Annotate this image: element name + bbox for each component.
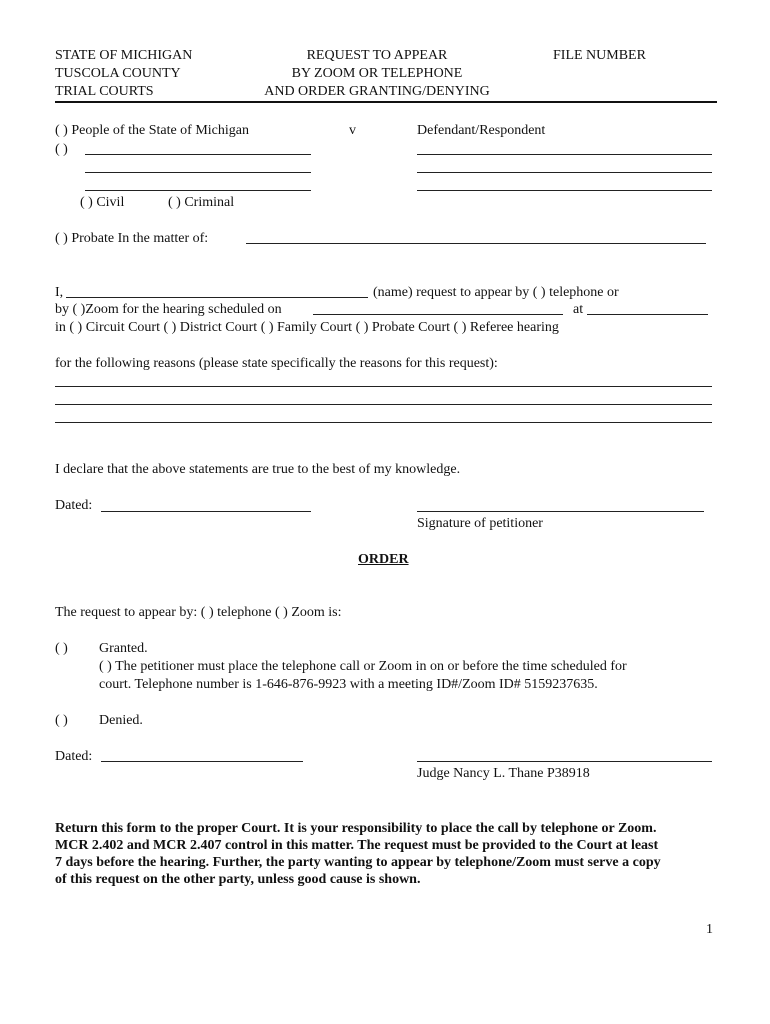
order-dated-label: Dated:	[55, 749, 93, 764]
reasons-label: for the following reasons (please state specifically the reasons for this request):	[55, 356, 498, 371]
plaintiff-name-line-1[interactable]	[85, 154, 311, 155]
request-line-start: I,	[55, 285, 64, 300]
criminal-checkbox[interactable]: ( ) Criminal	[168, 195, 235, 210]
form-title-line-3: AND ORDER GRANTING/DENYING	[264, 84, 490, 99]
order-request-line[interactable]: The request to appear by: ( ) telephone ( ) Zoom is:	[55, 605, 342, 620]
dated-label: Dated:	[55, 498, 93, 513]
court-label: TRIAL COURTS	[55, 84, 154, 99]
denied-checkbox[interactable]: ( )	[55, 713, 68, 728]
petition-date-line[interactable]	[101, 511, 311, 512]
reason-line-1[interactable]	[55, 386, 712, 387]
reason-line-3[interactable]	[55, 422, 712, 423]
granted-detail-line-2: court. Telephone number is 1-646-876-9923 with a meeting ID#/Zoom ID# 5159237635.	[99, 677, 598, 692]
at-label: at	[573, 302, 584, 317]
defendant-name-line-2[interactable]	[417, 172, 712, 173]
defendant-name-line-3[interactable]	[417, 190, 712, 191]
notice-line-3: 7 days before the hearing. Further, the party wanting to appear by telephone/Zoom must serve a copy	[55, 855, 661, 870]
notice-line-2: MCR 2.402 and MCR 2.407 control in this matter. The request must be provided to the Court at least	[55, 838, 659, 853]
plaintiff-name-line-2[interactable]	[85, 172, 311, 173]
people-checkbox[interactable]: ( ) People of the State of Michigan	[55, 123, 250, 138]
county-label: TUSCOLA COUNTY	[55, 66, 181, 81]
court-type-options[interactable]: in ( ) Circuit Court ( ) District Court ( ) Family Court ( ) Probate Court ( ) Referee hearing	[55, 320, 559, 335]
petitioner-signature-line[interactable]	[417, 511, 704, 512]
zoom-hearing-text[interactable]: by ( )Zoom for the hearing scheduled on	[55, 302, 282, 317]
page-number: 1	[706, 922, 713, 937]
order-heading: ORDER	[358, 552, 409, 567]
form-title-line-2: BY ZOOM OR TELEPHONE	[291, 66, 463, 81]
header-divider	[55, 101, 717, 103]
state-label: STATE OF MICHIGAN	[55, 48, 193, 63]
defendant-label: Defendant/Respondent	[417, 123, 546, 138]
declaration-text: I declare that the above statements are true to the best of my knowledge.	[55, 462, 461, 477]
probate-checkbox[interactable]: ( ) Probate In the matter of:	[55, 231, 209, 246]
judge-name-label: Judge Nancy L. Thane P38918	[417, 766, 590, 781]
notice-line-4: of this request on the other party, unless good cause is shown.	[55, 872, 421, 887]
notice-line-1: Return this form to the proper Court. It is your responsibility to place the call by telephone or Zoom.	[55, 821, 657, 836]
reason-line-2[interactable]	[55, 404, 712, 405]
matter-of-line[interactable]	[246, 243, 706, 244]
hearing-time-line[interactable]	[587, 314, 708, 315]
defendant-name-line-1[interactable]	[417, 154, 712, 155]
request-line-end[interactable]: (name) request to appear by ( ) telephone or	[373, 285, 619, 300]
file-number-label: FILE NUMBER	[553, 48, 646, 63]
granted-label: Granted.	[99, 641, 148, 656]
hearing-date-line[interactable]	[313, 314, 563, 315]
petitioner-name-line[interactable]	[66, 297, 368, 298]
form-title-line-1: REQUEST TO APPEAR	[306, 48, 448, 63]
other-party-checkbox[interactable]: ( )	[55, 142, 68, 157]
judge-signature-line[interactable]	[417, 761, 712, 762]
signature-label: Signature of petitioner	[417, 516, 543, 531]
civil-checkbox[interactable]: ( ) Civil	[80, 195, 125, 210]
denied-label: Denied.	[99, 713, 143, 728]
granted-detail-line-1[interactable]: ( ) The petitioner must place the telephone call or Zoom in on or before the time scheduled for	[99, 659, 627, 674]
plaintiff-name-line-3[interactable]	[85, 190, 311, 191]
order-date-line[interactable]	[101, 761, 303, 762]
versus-label: v	[349, 123, 356, 138]
granted-checkbox[interactable]: ( )	[55, 641, 68, 656]
